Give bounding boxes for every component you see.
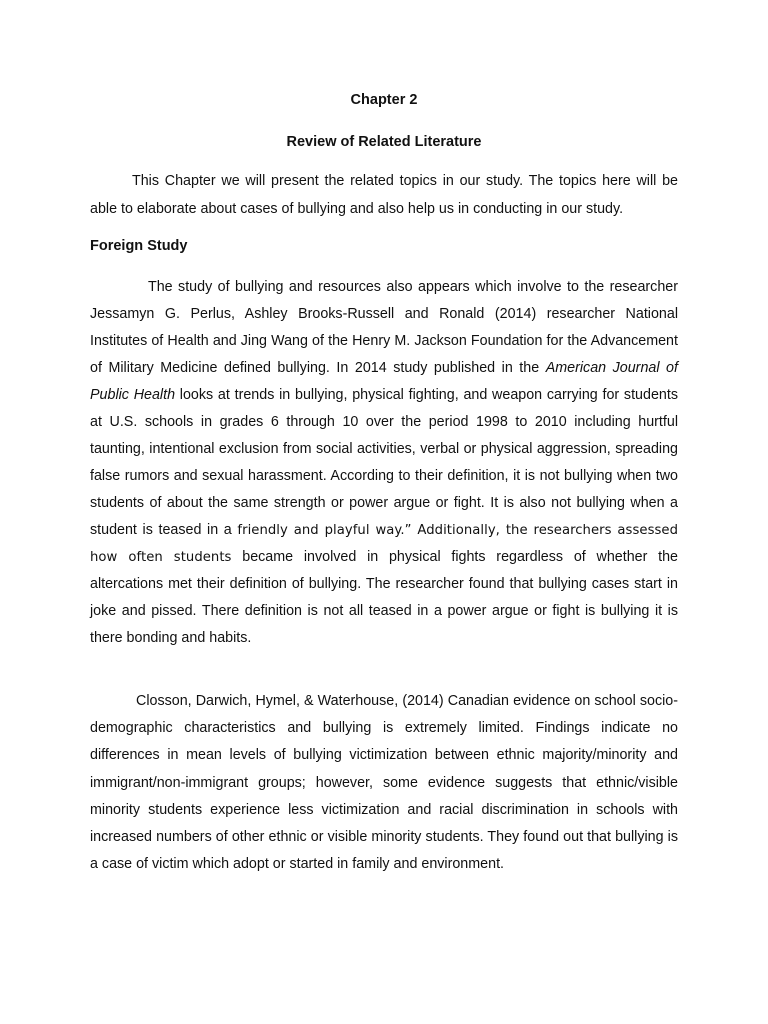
journal-title: American Journal of Public Health — [90, 360, 678, 403]
closson-paragraph — [90, 688, 678, 878]
intro-text: This Chapter we will present the related topics in our study. The topics here will be able to elaborate about cases of bullying and also help us in conducting in our study. — [90, 173, 678, 217]
paragraph-text: looks at trends in bullying, physical fighting, and weapon carrying for students at U.S. schools in grades 6 through 10 over the period 1998 to 2010 including hurtful taunting, intentional exclusion from social activities, verbal or physical aggression, spreading false rumors and sexual harassment. According to their definition, it is not bullying when two students of about the same strength or power argue or fight. It is also not bullying when a student is teased in a — [90, 387, 678, 538]
paragraph-text-alt-font: friendly and playful way.” Additionally, the researchers assessed how often students — [90, 523, 678, 565]
paragraph-text: The study of bullying and resources also appears which involve to the researcher Jessamyn G. Perlus, Ashley Brooks-Russell and Ronald (2014) researcher National Institutes of Health and Jing Wang of the Henry M. Jackson Foundation for the Advancement of Military Medicine defined bullying. In 2014 study published in the — [90, 279, 678, 376]
section-heading: Foreign Study — [90, 238, 188, 254]
paragraph-text: became involved in physical fights regardless of whether the altercations met their definition of bullying. The researcher found that bullying cases start in joke and pissed. There definition is not all teased in a power argue or fight is bullying it is there bonding and habits. — [90, 549, 678, 646]
intro-paragraph — [90, 168, 678, 223]
chapter-heading: Chapter 2 — [350, 92, 418, 108]
foreign-study-paragraph — [90, 274, 678, 652]
page-title: Review of Related Literature — [286, 134, 482, 150]
paragraph-text: Closson, Darwich, Hymel, & Waterhouse, (2014) Canadian evidence on school socio-demographic characteristics and bullying is extremely limited. Findings indicate no differences in mean levels of bullying victimization between ethnic majority/minority and immigrant/non-immigrant groups; however, some evidence suggests that ethnic/visible minority students experience less victimization and racial discrimination in schools with increased numbers of other ethnic or visible minority students. They found out that bullying is a case of victim which adopt or started in family and environment. — [90, 693, 678, 873]
